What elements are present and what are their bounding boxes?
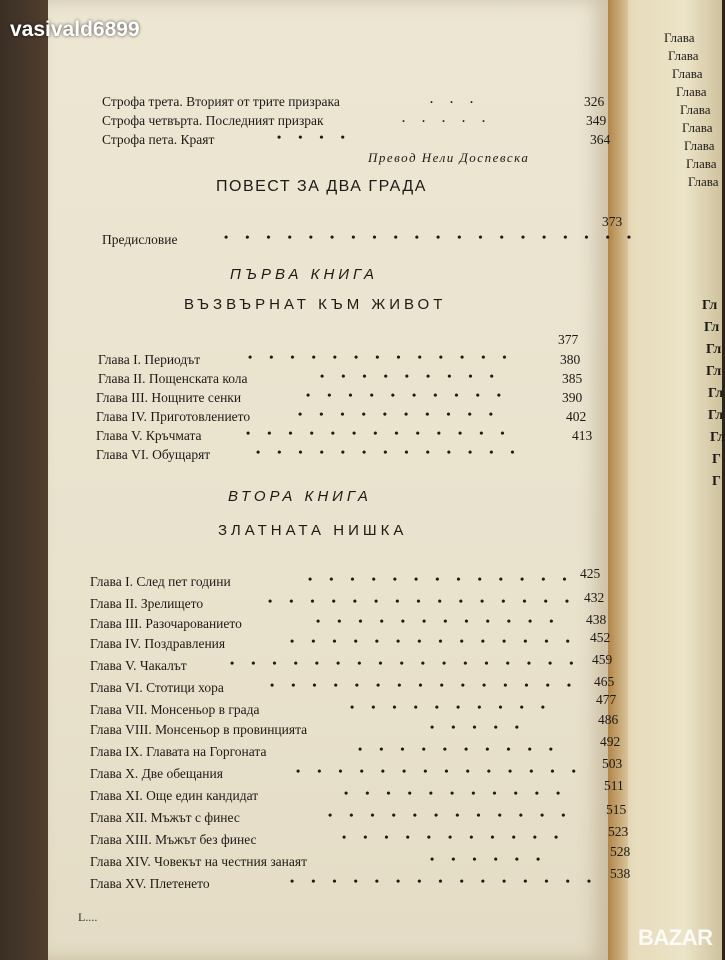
toc-entry-label: Глава VI. Обущарят bbox=[96, 447, 211, 462]
toc-entry-page: 326 bbox=[584, 94, 605, 109]
right-page-word: Глава bbox=[684, 138, 715, 153]
right-page-word: Гл bbox=[708, 386, 724, 401]
book-title: ВТОРА КНИГА bbox=[228, 488, 372, 505]
toc-entry-page: 486 bbox=[598, 712, 619, 727]
right-page-word: Глава bbox=[686, 156, 717, 171]
right-page-word: Глава bbox=[676, 84, 707, 99]
translator-credit: Превод Нели Доспевска bbox=[368, 150, 530, 165]
leader-dots: • • • • • • • • • • bbox=[350, 700, 553, 714]
seller-watermark: vasivald6899 bbox=[10, 18, 140, 41]
right-page-word: Гл bbox=[706, 342, 722, 357]
toc-entry-label: Глава VI. Стотици хора bbox=[90, 680, 224, 695]
right-page-word: Гл bbox=[706, 364, 722, 379]
right-page-word: Гл bbox=[708, 408, 724, 423]
toc-entry-page: 390 bbox=[562, 390, 583, 405]
toc-entry-page: 528 bbox=[610, 844, 631, 859]
toc-entry-label: Глава XIII. Мъжът без финес bbox=[90, 832, 257, 847]
toc-entry-label: Предисловие bbox=[102, 232, 178, 247]
leader-dots: • • • • • • • • • • bbox=[298, 407, 501, 421]
toc-entry-page: 425 bbox=[580, 566, 601, 581]
leader-dots: . . . bbox=[430, 92, 480, 106]
toc-entry-label: Глава VII. Монсеньор в града bbox=[90, 702, 260, 717]
right-page-word: Г bbox=[712, 452, 721, 467]
toc-entry-label: Глава XI. Още един кандидат bbox=[90, 788, 259, 803]
page-mark: L.... bbox=[78, 910, 98, 924]
toc-entry-page: 377 bbox=[558, 332, 579, 347]
toc-entry-label: Глава III. Нощните сенки bbox=[96, 390, 242, 405]
book-subtitle: ЗЛАТНАТА НИШКА bbox=[218, 522, 408, 539]
toc-entry-page: 459 bbox=[592, 652, 613, 667]
toc-entry-page: 373 bbox=[602, 214, 623, 229]
toc-entry-label: Глава V. Кръчмата bbox=[96, 428, 202, 443]
toc-entry-page: 385 bbox=[562, 371, 583, 386]
leader-dots: • • • • • • • • • • • • • bbox=[246, 426, 512, 440]
right-page-word: Глава bbox=[682, 120, 713, 135]
toc-entry-page: 477 bbox=[596, 692, 617, 707]
book-page bbox=[48, 0, 639, 960]
leader-dots: • • • • • • • • • • • • • bbox=[248, 350, 514, 364]
right-page-word: Г bbox=[712, 474, 721, 489]
leader-dots: • • • • • • • • • • • • • • • bbox=[268, 594, 577, 608]
toc-entry-page: 402 bbox=[566, 409, 587, 424]
leader-dots: • • • • • • • • • • • • • • • • • bbox=[230, 656, 581, 670]
leader-dots: • • • • • • • • • • bbox=[358, 742, 561, 756]
toc-entry-page: 523 bbox=[608, 824, 629, 839]
leader-dots: • • • • • bbox=[430, 720, 527, 734]
toc-entry-page: 492 bbox=[600, 734, 621, 749]
leader-dots: • • • • • • • • • • • bbox=[342, 830, 566, 844]
book-title: ПЪРВА КНИГА bbox=[230, 266, 379, 283]
toc-entry-label: Глава I. След пет години bbox=[90, 574, 231, 589]
toc-entry-label: Глава XIV. Човекът на честния занаят bbox=[90, 854, 307, 869]
toc-entry-label: Глава V. Чакалът bbox=[90, 658, 187, 673]
right-page-word: Глава bbox=[668, 48, 699, 63]
right-page-word: Глава bbox=[680, 102, 711, 117]
toc-entry-label: Строфа пета. Краят bbox=[102, 132, 215, 147]
novel-title: ПОВЕСТ ЗА ДВА ГРАДА bbox=[216, 178, 427, 195]
toc-entry-label: Глава XII. Мъжът с финес bbox=[90, 810, 240, 825]
leader-dots: • • • • • • • • • • • • • • bbox=[296, 764, 583, 778]
leader-dots: • • • • • • bbox=[430, 852, 548, 866]
toc-entry-page: 432 bbox=[584, 590, 605, 605]
leader-dots: • • • • • • • • • • bbox=[306, 388, 509, 402]
toc-entry-label: Глава IV. Приготовлението bbox=[96, 409, 251, 424]
toc-entry-page: 503 bbox=[602, 756, 623, 771]
toc-entry-page: 511 bbox=[604, 778, 624, 793]
toc-entry-page: 465 bbox=[594, 674, 615, 689]
leader-dots: • • • • bbox=[277, 130, 352, 144]
toc-entry-page: 438 bbox=[586, 612, 607, 627]
right-page-word: Глава bbox=[672, 66, 703, 81]
toc-entry-label: Глава I. Периодът bbox=[98, 352, 201, 367]
right-page-word: Гл bbox=[702, 298, 718, 313]
right-page-word: Гл bbox=[704, 320, 720, 335]
toc-entry-page: 538 bbox=[610, 866, 631, 881]
toc-entry-label: Глава IX. Главата на Горгоната bbox=[90, 744, 267, 759]
book-subtitle: ВЪЗВЪРНАТ КЪМ ЖИВОТ bbox=[184, 296, 447, 313]
toc-entry-label: Глава IV. Поздравления bbox=[90, 636, 226, 651]
right-page-word: Глава bbox=[664, 30, 695, 45]
toc-entry-label: Строфа четвърта. Последният призрак bbox=[102, 113, 324, 128]
right-page-word: Гл bbox=[710, 430, 725, 445]
toc-entry-label: Глава X. Две обещания bbox=[90, 766, 223, 781]
leader-dots: • • • • • • • • • • • • bbox=[316, 614, 561, 628]
toc-entry-page: 364 bbox=[590, 132, 611, 147]
leader-dots: • • • • • • • • • • • • • bbox=[308, 572, 574, 586]
toc-entry-page: 380 bbox=[560, 352, 581, 367]
toc-entry-page: 515 bbox=[606, 802, 627, 817]
bazar-logo: BAZAR bbox=[638, 925, 713, 950]
toc-entry-label: Глава II. Зрелището bbox=[90, 596, 204, 611]
toc-entry-label: Глава VIII. Монсеньор в провинцията bbox=[90, 722, 308, 737]
leader-dots: • • • • • • • • • • • • • bbox=[256, 445, 522, 459]
toc-entry-label: Строфа трета. Вторият от трите призрака bbox=[102, 94, 340, 109]
right-page-word: Глава bbox=[688, 174, 719, 189]
toc-entry-page: 413 bbox=[572, 428, 593, 443]
leader-dots: • • • • • • • • • • • • • • • bbox=[290, 874, 599, 888]
toc-entry-label: Глава III. Разочарованието bbox=[90, 616, 242, 631]
leader-dots: • • • • • • • • • • • • bbox=[328, 808, 573, 822]
leader-dots: • • • • • • • • • • • • • • • • • • • • bbox=[224, 230, 639, 244]
toc-entry-label: Глава II. Пощенската кола bbox=[98, 371, 248, 386]
leader-dots: • • • • • • • • • • • • • • • bbox=[270, 678, 579, 692]
leader-dots: . . . . . bbox=[402, 111, 492, 125]
toc-entry-page: 452 bbox=[590, 630, 611, 645]
toc-entry-page: 349 bbox=[586, 113, 607, 128]
leader-dots: • • • • • • • • • bbox=[320, 369, 501, 383]
toc-entry-label: Глава XV. Плетенето bbox=[90, 876, 210, 891]
leader-dots: • • • • • • • • • • • bbox=[344, 786, 568, 800]
leader-dots: • • • • • • • • • • • • • • bbox=[290, 634, 577, 648]
